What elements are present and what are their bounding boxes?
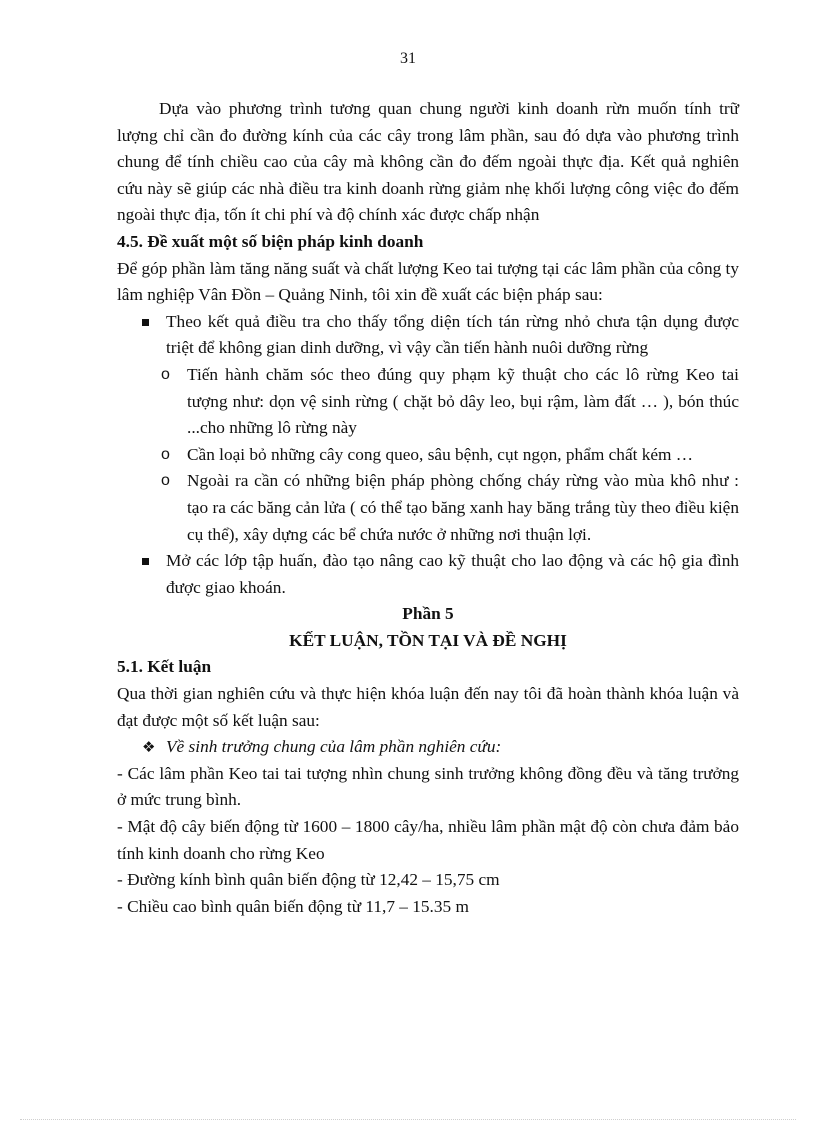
proposal-item-text: Mở các lớp tập huấn, đào tạo nâng cao kỹ thuật cho lao động và các hộ gia đình được giao khoán. xyxy=(166,551,739,597)
sub-item-text: Cần loại bỏ những cây cong queo, sâu bệnh, cụt ngọn, phẩm chất kém … xyxy=(187,444,694,464)
section-5-1-heading: 5.1. Kết luận xyxy=(117,657,212,677)
intro-paragraph: Dựa vào phương trình tương quan chung người kinh doanh rừn muốn tính trữ lượng chỉ cần đo đường kính của các cây trong lâm phần, sau đó dựa vào phương trình chung để tính chiều cao của cây mà không cần đo đếm ngoài thực địa. Kết quả nghiên cứu này sẽ giúp các nhà điều tra kinh doanh rừng giảm nhẹ khối lượng công việc đo đếm ngoài thực địa, tốn ít chi phí và độ chính xác được chấp nhận xyxy=(117,99,739,225)
circle-bullet-icon: o xyxy=(161,365,170,383)
proposal-item xyxy=(117,309,739,548)
part-label: Phần 5 xyxy=(402,604,454,624)
conclusion-line: - Đường kính bình quân biến động từ 12,42 – 15,75 cm xyxy=(117,870,500,890)
growth-subheading xyxy=(117,734,739,761)
section-4-5-heading: 4.5. Đề xuất một số biện pháp kinh doanh xyxy=(117,231,424,251)
sub-item xyxy=(161,362,739,442)
proposal-item xyxy=(117,548,739,601)
sub-item xyxy=(161,442,739,469)
sub-item xyxy=(161,468,739,548)
proposal-item-text: Theo kết quả điều tra cho thấy tổng diện tích tán rừng nhỏ chưa tận dụng được triệt để không gian dinh dưỡng, vì vậy cần tiến hành nuôi dưỡng rừng xyxy=(166,311,739,358)
footer-divider xyxy=(20,1119,796,1120)
growth-subheading-text: Về sinh trưởng chung của lâm phần nghiên cứu: xyxy=(166,737,502,757)
part-title: KẾT LUẬN, TỒN TẠI VÀ ĐỀ NGHỊ xyxy=(289,630,567,650)
proposal-list xyxy=(117,309,739,602)
section-4-5-lead: Để góp phần làm tăng năng suất và chất lượng Keo tai tượng tại các lâm phần của công ty lâm nghiệp Vân Đồn – Quảng Ninh, tôi xin đề xuất các biện pháp sau: xyxy=(117,258,739,305)
proposal-sublist xyxy=(161,362,739,548)
conclusion-line: - Các lâm phần Keo tai tai tượng nhìn chung sinh trưởng không đồng đều và tăng trưởng ở mức trung bình. xyxy=(117,763,739,810)
section-5-1-lead: Qua thời gian nghiên cứu và thực hiện khóa luận đến nay tôi đã hoàn thành khóa luận và đạt được một số kết luận sau: xyxy=(117,684,739,730)
conclusion-line: - Mật độ cây biến động từ 1600 – 1800 cây/ha, nhiều lâm phần mật độ còn chưa đảm bảo tính kinh doanh cho rừng Keo xyxy=(117,817,739,863)
page-number: 31 xyxy=(400,50,416,67)
square-bullet-icon xyxy=(142,319,149,326)
sub-item-text: Ngoài ra cần có những biện pháp phòng chống cháy rừng vào mùa khô như : tạo ra các băng cản lửa ( có thể tạo băng xanh hay băng trắng tùy theo điều kiện cụ thể), xây dựng các bể chứa nước ở những nơi thuận lợi. xyxy=(187,471,739,544)
circle-bullet-icon: o xyxy=(161,472,170,490)
diamond-bullet-icon: ❖ xyxy=(142,738,156,757)
square-bullet-icon xyxy=(142,558,149,565)
conclusion-line: - Chiều cao bình quân biến động từ 11,7 – 15.35 m xyxy=(117,896,469,916)
page-content xyxy=(117,96,739,920)
sub-item-text: Tiến hành chăm sóc theo đúng quy phạm kỹ thuật cho các lô rừng Keo tai tượng như: dọn vệ sinh rừng ( chặt bỏ dây leo, bụi rậm, làm đất … ), bón thúc ...cho những lô rừng này xyxy=(187,364,739,438)
circle-bullet-icon: o xyxy=(161,445,170,463)
